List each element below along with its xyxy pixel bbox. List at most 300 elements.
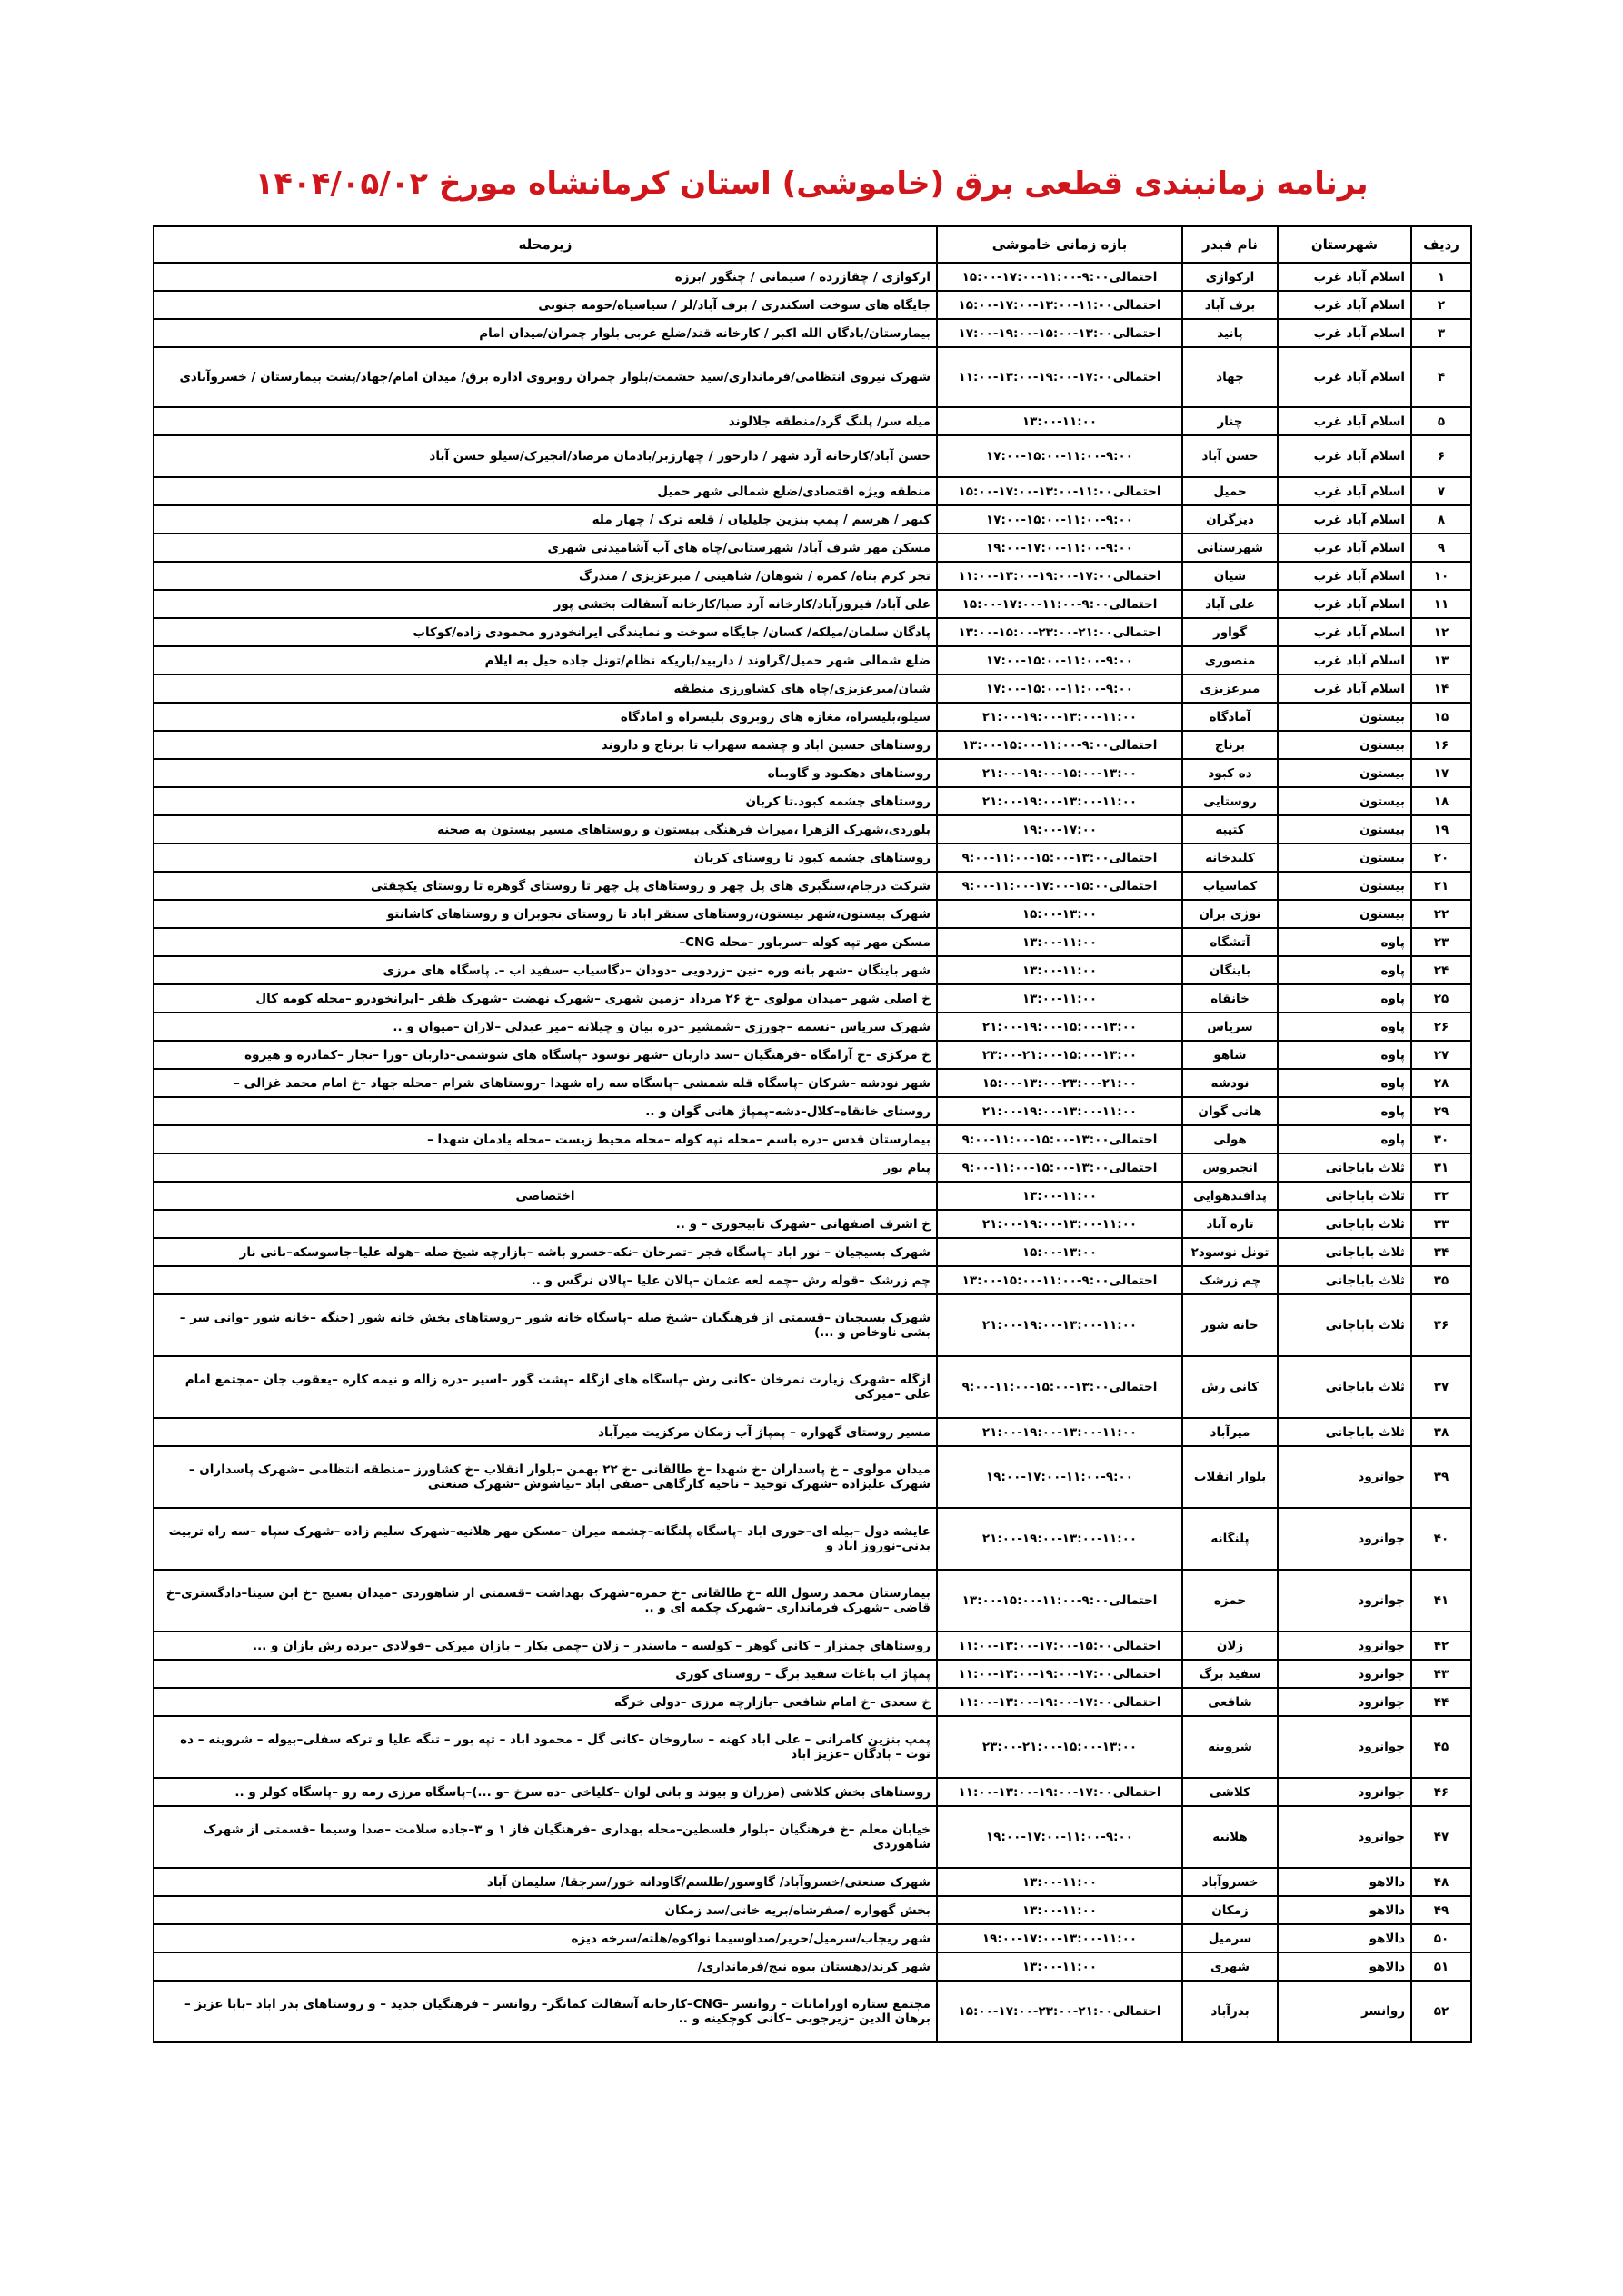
city-cell: جوانرود xyxy=(1278,1570,1411,1632)
row-number-cell: ۹ xyxy=(1411,534,1471,562)
table-row xyxy=(154,1924,1471,1952)
subarea-cell: بیمارستان قدس –دره باسم –محله تپه کوله –محله محیط زیست –محله یادمان شهدا – xyxy=(154,1125,937,1153)
subarea-cell: بخش گهواره /صفرشاه/بریه خانی/سد زمکان xyxy=(154,1896,937,1924)
row-number-cell: ۴۲ xyxy=(1411,1632,1471,1660)
outage-time-cell: احتمالی۱۳:۰۰-۱۵:۰۰-۱۱:۰۰-۹:۰۰ xyxy=(937,1356,1182,1418)
outage-time-cell: ۱۳:۰۰-۱۱:۰۰ xyxy=(937,1182,1182,1210)
table-row xyxy=(154,1013,1471,1041)
table-row xyxy=(154,291,1471,319)
outage-time-cell: احتمالی۹:۰۰-۱۱:۰۰-۱۷:۰۰-۱۵:۰۰ xyxy=(937,590,1182,618)
table-row xyxy=(154,1125,1471,1153)
feeder-cell: گواور xyxy=(1182,618,1278,646)
outage-time-cell: احتمالی۱۷:۰۰-۱۹:۰۰-۱۳:۰۰-۱۱:۰۰ xyxy=(937,562,1182,590)
city-cell: پاوه xyxy=(1278,1097,1411,1125)
subarea-cell: چم زرشک –قوله رش –چمه لعه عثمان –پالان علیا –پالان نرگس و .. xyxy=(154,1266,937,1294)
outage-time-cell: احتمالی۱۱:۰۰-۱۳:۰۰-۱۷:۰۰-۱۵:۰۰ xyxy=(937,477,1182,505)
city-cell: بیستون xyxy=(1278,900,1411,928)
row-number-cell: ۲۵ xyxy=(1411,984,1471,1013)
feeder-cell: آمادگاه xyxy=(1182,703,1278,731)
subarea-cell: بیمارستان/بادگان الله اکبر / کارخانه قند/ضلع غربی بلوار چمران/میدان امام xyxy=(154,319,937,347)
city-cell: پاوه xyxy=(1278,1041,1411,1069)
row-number-cell: ۱۸ xyxy=(1411,787,1471,815)
feeder-cell: سریاس xyxy=(1182,1013,1278,1041)
subarea-cell: عایشه دول –بیله ای–حوری اباد –پاسگاه پلنگانه–چشمه میران –مسکن مهر هلانیه–شهرک سلیم زاده –شهرک سپاه –سه راه تربیت بدنی–نوروز اباد و xyxy=(154,1508,937,1570)
feeder-cell: شهرستانی xyxy=(1182,534,1278,562)
table-row xyxy=(154,505,1471,534)
subarea-cell: ازگله –شهرک زیارت تمرخان –کانی رش –پاسگاه های ازگله –پشت گور –اسیر –دره زاله و نیمه کاره –یعقوب جان –مجتمع امام علی –میرکی xyxy=(154,1356,937,1418)
outage-time-cell: ۲۳:۰۰-۲۱:۰۰-۱۵:۰۰-۱۳:۰۰ xyxy=(937,1716,1182,1778)
city-cell: پاوه xyxy=(1278,928,1411,956)
feeder-cell: بلوار انقلاب xyxy=(1182,1446,1278,1508)
table-row xyxy=(154,731,1471,759)
table-row xyxy=(154,646,1471,674)
table-row xyxy=(154,1418,1471,1446)
feeder-cell: پدافندهوایی xyxy=(1182,1182,1278,1210)
outage-time-cell: احتمالی۱۷:۰۰-۱۹:۰۰-۱۳:۰۰-۱۱:۰۰ xyxy=(937,1688,1182,1716)
subarea-cell: روستاهای دهکبود و گاوبناه xyxy=(154,759,937,787)
outage-time-cell: ۱۹:۰۰-۱۷:۰۰-۱۱:۰۰-۹:۰۰ xyxy=(937,1806,1182,1868)
subarea-cell: روستاهای چشمه کبود تا روستای کربان xyxy=(154,844,937,872)
table-row xyxy=(154,1716,1471,1778)
outage-time-cell: احتمالی۹:۰۰-۱۱:۰۰-۱۵:۰۰-۱۳:۰۰ xyxy=(937,1266,1182,1294)
city-cell: پاوه xyxy=(1278,984,1411,1013)
table-row xyxy=(154,956,1471,984)
city-cell: پاوه xyxy=(1278,1125,1411,1153)
city-cell: اسلام آباد غرب xyxy=(1278,407,1411,435)
subarea-cell: پمپ بنزین کامرانی – علی اباد کهنه – ساروخان –کانی گل – محمود اباد – تپه بور – تنگه علیا و ترکه سفلی–بیوله – شروینه – ده توت – بادگان –عزیز اباد xyxy=(154,1716,937,1778)
subarea-cell: روستای خانقاه–کلال–دشه–پمپاژ هانی گوان و .. xyxy=(154,1097,937,1125)
row-number-cell: ۴۶ xyxy=(1411,1778,1471,1806)
outage-time-cell: احتمالی۱۷:۰۰-۱۹:۰۰-۱۳:۰۰-۱۱:۰۰ xyxy=(937,1660,1182,1688)
outage-time-cell: ۲۳:۰۰-۲۱:۰۰-۱۵:۰۰-۱۳:۰۰ xyxy=(937,1041,1182,1069)
page-title: برنامه زمانبندی قطعی برق (خاموشی) استان کرمانشاه مورخ ۱۴۰۴/۰۵/۰۲ xyxy=(254,165,1369,202)
subarea-cell: شیان/میرعزیزی/چاه های کشاورزی منطقه xyxy=(154,674,937,703)
city-cell: بیستون xyxy=(1278,844,1411,872)
outage-time-cell: ۱۳:۰۰-۱۱:۰۰ xyxy=(937,1868,1182,1896)
table-row xyxy=(154,1778,1471,1806)
city-cell: بیستون xyxy=(1278,731,1411,759)
subarea-cell: پادگان سلمان/میلکه/ کسان/ جایگاه سوخت و نمایندگی ایرانخودرو محمودی زاده/کوکاب xyxy=(154,618,937,646)
outage-time-cell: احتمالی۱۳:۰۰-۱۵:۰۰-۱۱:۰۰-۹:۰۰ xyxy=(937,844,1182,872)
row-number-cell: ۲۳ xyxy=(1411,928,1471,956)
feeder-cell: زلان xyxy=(1182,1632,1278,1660)
table-row xyxy=(154,1896,1471,1924)
city-cell: بیستون xyxy=(1278,787,1411,815)
subarea-cell: خ مرکزی –خ آرامگاه –فرهنگیان –سد داربان –شهر نوسود –پاسگاه های شوشمی–داربان –ورا –نجار –کمادره و هیروه xyxy=(154,1041,937,1069)
feeder-cell: پانید xyxy=(1182,319,1278,347)
feeder-cell: کانی رش xyxy=(1182,1356,1278,1418)
subarea-cell: مسکن مهر شرف آباد/ شهرستانی/چاه های آب آشامیدنی شهری xyxy=(154,534,937,562)
row-number-cell: ۱ xyxy=(1411,263,1471,291)
subarea-cell: خ اشرف اصفهانی –شهرک تابیجوزی – و .. xyxy=(154,1210,937,1238)
feeder-cell: دیزگران xyxy=(1182,505,1278,534)
outage-time-cell: احتمالی۱۱:۰۰-۱۳:۰۰-۱۷:۰۰-۱۵:۰۰ xyxy=(937,291,1182,319)
city-cell: اسلام آباد غرب xyxy=(1278,319,1411,347)
city-cell: جوانرود xyxy=(1278,1632,1411,1660)
subarea-cell: شهرک صنعتی/خسروآباد/ گاوسور/طلسم/گاودانه خور/سرجقا/ سلیمان آباد xyxy=(154,1868,937,1896)
table-row xyxy=(154,1069,1471,1097)
city-cell: جوانرود xyxy=(1278,1778,1411,1806)
outage-time-cell: ۱۷:۰۰-۱۵:۰۰-۱۱:۰۰-۹:۰۰ xyxy=(937,435,1182,477)
table-row xyxy=(154,1446,1471,1508)
outage-time-cell: ۲۱:۰۰-۱۹:۰۰-۱۳:۰۰-۱۱:۰۰ xyxy=(937,1210,1182,1238)
city-cell: پاوه xyxy=(1278,956,1411,984)
row-number-cell: ۱۵ xyxy=(1411,703,1471,731)
row-number-cell: ۴۴ xyxy=(1411,1688,1471,1716)
feeder-cell: نودشه xyxy=(1182,1069,1278,1097)
subarea-cell: مجتمع ستاره اورامانات – روانسر –CNG–کارخانه آسفالت کمانگر– روانسر – فرهنگیان جدید – و روستاهای بدر اباد –بابا عزیز – برهان الدین –زیرجوبی –کانی کوچکینه و .. xyxy=(154,1981,937,2042)
subarea-cell: بلوردی،شهرک الزهرا ،میراث فرهنگی بیستون و روستاهای مسیر بیستون به صحنه xyxy=(154,815,937,844)
table-row xyxy=(154,844,1471,872)
outage-time-cell: ۱۵:۰۰-۱۳:۰۰-۲۳:۰۰-۲۱:۰۰ xyxy=(937,1069,1182,1097)
city-cell: بیستون xyxy=(1278,759,1411,787)
city-cell: اسلام آباد غرب xyxy=(1278,291,1411,319)
table-row xyxy=(154,1210,1471,1238)
row-number-cell: ۳۹ xyxy=(1411,1446,1471,1508)
row-number-cell: ۱۷ xyxy=(1411,759,1471,787)
outage-time-cell: احتمالی۱۵:۰۰-۱۷:۰۰-۱۳:۰۰-۱۱:۰۰ xyxy=(937,1632,1182,1660)
outage-time-cell: ۱۵:۰۰-۱۳:۰۰ xyxy=(937,900,1182,928)
subarea-cell: میدان مولوی – خ پاسداران –خ شهدا –خ طالقانی –خ ۲۲ بهمن –بلوار انقلاب –خ کشاورز –منطقه انتظامی –شهرک پاسداران –شهرک علیزاده –شهرک توحید – ناحیه کارگاهی –صفی اباد –بیاشوش –شهرک صنعتی xyxy=(154,1446,937,1508)
row-number-cell: ۴۹ xyxy=(1411,1896,1471,1924)
table-row xyxy=(154,1356,1471,1418)
subarea-cell: پمپاژ اب باغات سفید برگ – روستای کوری xyxy=(154,1660,937,1688)
city-cell: جوانرود xyxy=(1278,1806,1411,1868)
subarea-cell: شرکت درجام،سنگبری های پل چهر و روستاهای پل چهر تا روستای گوهره تا روستای یکچقتی xyxy=(154,872,937,900)
feeder-cell: منصوری xyxy=(1182,646,1278,674)
city-cell: بیستون xyxy=(1278,872,1411,900)
subarea-cell: شهرک بسیجیان –قسمتی از فرهنگیان –شیخ صله –پاسگاه خانه شور –روستاهای بخش خانه شور (جنگه –خانه شور –وانی سر –بشی ناوخاص و ...) xyxy=(154,1294,937,1356)
row-number-cell: ۳۲ xyxy=(1411,1182,1471,1210)
feeder-cell: کلیدخانه xyxy=(1182,844,1278,872)
outage-time-cell: احتمالی۱۳:۰۰-۱۵:۰۰-۱۹:۰۰-۱۷:۰۰ xyxy=(937,319,1182,347)
feeder-cell: سرمیل xyxy=(1182,1924,1278,1952)
city-cell: ثلاث باباجانی xyxy=(1278,1266,1411,1294)
row-number-cell: ۴۳ xyxy=(1411,1660,1471,1688)
outage-time-cell: ۲۱:۰۰-۱۹:۰۰-۱۳:۰۰-۱۱:۰۰ xyxy=(937,1508,1182,1570)
table-row xyxy=(154,900,1471,928)
feeder-cell: شافعی xyxy=(1182,1688,1278,1716)
feeder-cell: چنار xyxy=(1182,407,1278,435)
row-number-cell: ۲۲ xyxy=(1411,900,1471,928)
outage-time-cell: ۲۱:۰۰-۱۹:۰۰-۱۵:۰۰-۱۳:۰۰ xyxy=(937,1013,1182,1041)
subarea-cell: شهرک نیروی انتظامی/فرمانداری/سید حشمت/بلوار چمران روبروی اداره برق/ میدان امام/جهاد/پشت بیمارستان / خسروآبادی xyxy=(154,347,937,407)
city-cell: دالاهو xyxy=(1278,1924,1411,1952)
subarea-cell: روستاهای بخش کلاشی (مزران و بیوند و بانی لوان –کلیاخی –ده سرخ –و ...)–پاسگاه مرزی رمه رو –پاسگاه کولر و .. xyxy=(154,1778,937,1806)
table-row xyxy=(154,435,1471,477)
table-row xyxy=(154,872,1471,900)
row-number-cell: ۵ xyxy=(1411,407,1471,435)
table-row xyxy=(154,1632,1471,1660)
subarea-cell: علی آباد/ فیروزآباد/کارخانه آرد صبا/کارخانه آسفالت بخشی پور xyxy=(154,590,937,618)
table-row xyxy=(154,1952,1471,1981)
city-cell: دالاهو xyxy=(1278,1952,1411,1981)
city-cell: اسلام آباد غرب xyxy=(1278,618,1411,646)
table-row xyxy=(154,1688,1471,1716)
row-number-cell: ۵۱ xyxy=(1411,1952,1471,1981)
feeder-cell: جهاد xyxy=(1182,347,1278,407)
row-number-cell: ۱۴ xyxy=(1411,674,1471,703)
table-row xyxy=(154,1182,1471,1210)
outage-time-cell: ۱۷:۰۰-۱۵:۰۰-۱۱:۰۰-۹:۰۰ xyxy=(937,505,1182,534)
table-row xyxy=(154,1266,1471,1294)
outage-time-cell: ۱۳:۰۰-۱۱:۰۰ xyxy=(937,956,1182,984)
outage-time-cell: ۱۷:۰۰-۱۵:۰۰-۱۱:۰۰-۹:۰۰ xyxy=(937,646,1182,674)
row-number-cell: ۱۶ xyxy=(1411,731,1471,759)
outage-time-cell: ۱۳:۰۰-۱۱:۰۰ xyxy=(937,407,1182,435)
header-city: شهرستان xyxy=(1278,226,1411,263)
table-row xyxy=(154,534,1471,562)
feeder-cell: خسروآباد xyxy=(1182,1868,1278,1896)
row-number-cell: ۳۵ xyxy=(1411,1266,1471,1294)
header-subarea: زیرمحله xyxy=(154,226,937,263)
feeder-cell: بدرآباد xyxy=(1182,1981,1278,2042)
feeder-cell: سفید برگ xyxy=(1182,1660,1278,1688)
outage-time-cell: ۱۹:۰۰-۱۷:۰۰-۱۱:۰۰-۹:۰۰ xyxy=(937,534,1182,562)
outage-time-cell: احتمالی۲۱:۰۰-۲۳:۰۰-۱۷:۰۰-۱۵:۰۰ xyxy=(937,1981,1182,2042)
city-cell: دالاهو xyxy=(1278,1896,1411,1924)
table-row xyxy=(154,787,1471,815)
row-number-cell: ۴۰ xyxy=(1411,1508,1471,1570)
row-number-cell: ۴۷ xyxy=(1411,1806,1471,1868)
city-cell: ثلاث باباجانی xyxy=(1278,1356,1411,1418)
row-number-cell: ۳۸ xyxy=(1411,1418,1471,1446)
row-number-cell: ۲۶ xyxy=(1411,1013,1471,1041)
table-row xyxy=(154,1153,1471,1182)
feeder-cell: برف آباد xyxy=(1182,291,1278,319)
header-outage-time: بازه زمانی خاموشی xyxy=(937,226,1182,263)
table-row xyxy=(154,703,1471,731)
table-row xyxy=(154,319,1471,347)
feeder-cell: خانه شور xyxy=(1182,1294,1278,1356)
subarea-cell: مسکن مهر تپه کوله –سرباور –محله CNG– xyxy=(154,928,937,956)
city-cell: بیستون xyxy=(1278,703,1411,731)
outage-schedule-table xyxy=(153,225,1472,2043)
feeder-cell: شروینه xyxy=(1182,1716,1278,1778)
feeder-cell: تونل نوسود۲ xyxy=(1182,1238,1278,1266)
subarea-cell: سیلو،بلیسراه، مغازه های روبروی بلیسراه و امادگاه xyxy=(154,703,937,731)
subarea-cell: مسیر روستای گهواره – پمپاژ آب زمکان مرکزیت میرآباد xyxy=(154,1418,937,1446)
table-body xyxy=(154,263,1471,2042)
subarea-cell: بیمارستان محمد رسول الله –خ طالقانی –خ حمزه–شهرک بهداشت –قسمتی از شاهوردی –میدان بسیج –خ ابن سینا–دادگستری–خ قاضی –شهرک فرمانداری –شهرک چکمه ای و .. xyxy=(154,1570,937,1632)
city-cell: روانسر xyxy=(1278,1981,1411,2042)
subarea-cell: ضلع شمالی شهر حمیل/گراوند / داربید/باریکه نظام/تونل جاده حیل به ایلام xyxy=(154,646,937,674)
city-cell: اسلام آباد غرب xyxy=(1278,674,1411,703)
feeder-cell: علی آباد xyxy=(1182,590,1278,618)
table-row xyxy=(154,618,1471,646)
outage-time-cell: ۲۱:۰۰-۱۹:۰۰-۱۳:۰۰-۱۱:۰۰ xyxy=(937,1418,1182,1446)
subarea-cell: اختصاصی xyxy=(154,1182,937,1210)
outage-time-cell: ۱۳:۰۰-۱۱:۰۰ xyxy=(937,984,1182,1013)
outage-time-cell: احتمالی۱۷:۰۰-۱۹:۰۰-۱۳:۰۰-۱۱:۰۰ xyxy=(937,347,1182,407)
subarea-cell: منطقه ویژه اقتصادی/ضلع شمالی شهر حمیل xyxy=(154,477,937,505)
table-row xyxy=(154,1868,1471,1896)
city-cell: اسلام آباد غرب xyxy=(1278,505,1411,534)
outage-time-cell: ۲۱:۰۰-۱۹:۰۰-۱۳:۰۰-۱۱:۰۰ xyxy=(937,787,1182,815)
feeder-cell: حسن آباد xyxy=(1182,435,1278,477)
feeder-cell: حمیل xyxy=(1182,477,1278,505)
table-row xyxy=(154,477,1471,505)
outage-time-cell: احتمالی۹:۰۰-۱۱:۰۰-۱۷:۰۰-۱۵:۰۰ xyxy=(937,263,1182,291)
row-number-cell: ۵۰ xyxy=(1411,1924,1471,1952)
feeder-cell: زمکان xyxy=(1182,1896,1278,1924)
subarea-cell: خ اصلی شهر –میدان مولوی –خ ۲۶ مرداد –زمین شهری –شهرک نهضت –شهرک ظفر –ایرانخودرو –محله کومه کال xyxy=(154,984,937,1013)
row-number-cell: ۴۸ xyxy=(1411,1868,1471,1896)
subarea-cell: ارکوازی / چقازرده / سیمانی / چنگور /برزه xyxy=(154,263,937,291)
row-number-cell: ۲۱ xyxy=(1411,872,1471,900)
outage-time-cell: ۱۹:۰۰-۱۷:۰۰ xyxy=(937,815,1182,844)
outage-time-cell: احتمالی۹:۰۰-۱۱:۰۰-۱۵:۰۰-۱۳:۰۰ xyxy=(937,731,1182,759)
table-row xyxy=(154,1570,1471,1632)
feeder-cell: میرعزیزی xyxy=(1182,674,1278,703)
table-row xyxy=(154,1041,1471,1069)
feeder-cell: باینگان xyxy=(1182,956,1278,984)
row-number-cell: ۲۹ xyxy=(1411,1097,1471,1125)
table-row xyxy=(154,1238,1471,1266)
outage-time-cell: ۲۱:۰۰-۱۹:۰۰-۱۳:۰۰-۱۱:۰۰ xyxy=(937,1097,1182,1125)
feeder-cell: ده کبود xyxy=(1182,759,1278,787)
table-row xyxy=(154,984,1471,1013)
city-cell: اسلام آباد غرب xyxy=(1278,347,1411,407)
row-number-cell: ۴ xyxy=(1411,347,1471,407)
feeder-cell: هلانیه xyxy=(1182,1806,1278,1868)
feeder-cell: شیان xyxy=(1182,562,1278,590)
table-row xyxy=(154,407,1471,435)
feeder-cell: شهری xyxy=(1182,1952,1278,1981)
subarea-cell: میله سر/ پلنگ گرد/منطقه جلالوند xyxy=(154,407,937,435)
table-row xyxy=(154,759,1471,787)
subarea-cell: روستاهای چشمه کبود.تا کربان xyxy=(154,787,937,815)
outage-time-cell: احتمالی۱۵:۰۰-۱۷:۰۰-۱۱:۰۰-۹:۰۰ xyxy=(937,872,1182,900)
header-feeder: نام فیدر xyxy=(1182,226,1278,263)
outage-time-cell: احتمالی۱۳:۰۰-۱۵:۰۰-۱۱:۰۰-۹:۰۰ xyxy=(937,1153,1182,1182)
city-cell: جوانرود xyxy=(1278,1660,1411,1688)
table-row xyxy=(154,347,1471,407)
outage-time-cell: احتمالی۲۱:۰۰-۲۳:۰۰-۱۵:۰۰-۱۳:۰۰ xyxy=(937,618,1182,646)
outage-time-cell: احتمالی۱۷:۰۰-۱۹:۰۰-۱۳:۰۰-۱۱:۰۰ xyxy=(937,1778,1182,1806)
city-cell: اسلام آباد غرب xyxy=(1278,590,1411,618)
city-cell: بیستون xyxy=(1278,815,1411,844)
row-number-cell: ۱۱ xyxy=(1411,590,1471,618)
row-number-cell: ۸ xyxy=(1411,505,1471,534)
subarea-cell: شهرک بیستون،شهر بیستون،روستاهای سنقر اباد تا روستای نجوبران و روستاهای کاشانتو xyxy=(154,900,937,928)
city-cell: ثلاث باباجانی xyxy=(1278,1238,1411,1266)
city-cell: اسلام آباد غرب xyxy=(1278,534,1411,562)
subarea-cell: خ سعدی –خ امام شافعی –بازارچه مرزی –دولی خرگه xyxy=(154,1688,937,1716)
row-number-cell: ۳ xyxy=(1411,319,1471,347)
feeder-cell: خانقاه xyxy=(1182,984,1278,1013)
outage-time-cell: ۲۱:۰۰-۱۹:۰۰-۱۳:۰۰-۱۱:۰۰ xyxy=(937,1294,1182,1356)
feeder-cell: برناج xyxy=(1182,731,1278,759)
city-cell: ثلاث باباجانی xyxy=(1278,1182,1411,1210)
outage-time-cell: ۲۱:۰۰-۱۹:۰۰-۱۳:۰۰-۱۱:۰۰ xyxy=(937,703,1182,731)
feeder-cell: چم زرشک xyxy=(1182,1266,1278,1294)
table-row xyxy=(154,815,1471,844)
outage-time-cell: ۱۷:۰۰-۱۵:۰۰-۱۱:۰۰-۹:۰۰ xyxy=(937,674,1182,703)
city-cell: ثلاث باباجانی xyxy=(1278,1418,1411,1446)
header-row-number: ردیف xyxy=(1411,226,1471,263)
subarea-cell: خیابان معلم –خ فرهنگیان –بلوار فلسطین–محله بهداری –فرهنگیان فاز ۱ و ۳–جاده سلامت –صدا وسیما –قسمتی از شهرک شاهوردی xyxy=(154,1806,937,1868)
outage-time-cell: احتمالی۹:۰۰-۱۱:۰۰-۱۵:۰۰-۱۳:۰۰ xyxy=(937,1570,1182,1632)
row-number-cell: ۱۹ xyxy=(1411,815,1471,844)
table-row xyxy=(154,263,1471,291)
table-row xyxy=(154,1097,1471,1125)
outage-time-cell: ۱۵:۰۰-۱۳:۰۰ xyxy=(937,1238,1182,1266)
row-number-cell: ۳۷ xyxy=(1411,1356,1471,1418)
city-cell: پاوه xyxy=(1278,1069,1411,1097)
subarea-cell: شهر باینگان –شهر بانه وره –نین –زردویی –دودان –دگاسیاب –سفید اب –. پاسگاه های مرزی xyxy=(154,956,937,984)
subarea-cell: شهرک بسیجیان – نور اباد –پاسگاه فجر –تمرخان –نکه–خسرو باشه –بازارچه شیخ صله –هوله علیا–جاسوسکه–بانی نار xyxy=(154,1238,937,1266)
row-number-cell: ۳۳ xyxy=(1411,1210,1471,1238)
table-row xyxy=(154,674,1471,703)
feeder-cell: ارکوازی xyxy=(1182,263,1278,291)
feeder-cell: حمزه xyxy=(1182,1570,1278,1632)
row-number-cell: ۳۱ xyxy=(1411,1153,1471,1182)
table-row xyxy=(154,1981,1471,2042)
city-cell: پاوه xyxy=(1278,1013,1411,1041)
subarea-cell: روستاهای حسین اباد و چشمه سهراب تا برناج و داروند xyxy=(154,731,937,759)
table-header-row xyxy=(154,226,1471,263)
table-row xyxy=(154,562,1471,590)
subarea-cell: تجر کرم بناه/ کمره / شوهان/ شاهینی / میرعزیزی / مندرگ xyxy=(154,562,937,590)
outage-time-cell: ۱۳:۰۰-۱۱:۰۰ xyxy=(937,1896,1182,1924)
city-cell: جوانرود xyxy=(1278,1716,1411,1778)
feeder-cell: شاهو xyxy=(1182,1041,1278,1069)
row-number-cell: ۶ xyxy=(1411,435,1471,477)
feeder-cell: هانی گوان xyxy=(1182,1097,1278,1125)
subarea-cell: شهر کرند/دهستان بیوه نیج/فرمانداری/ xyxy=(154,1952,937,1981)
city-cell: اسلام آباد غرب xyxy=(1278,562,1411,590)
row-number-cell: ۲۸ xyxy=(1411,1069,1471,1097)
city-cell: ثلاث باباجانی xyxy=(1278,1210,1411,1238)
subarea-cell: پیام نور xyxy=(154,1153,937,1182)
row-number-cell: ۷ xyxy=(1411,477,1471,505)
row-number-cell: ۵۲ xyxy=(1411,1981,1471,2042)
feeder-cell: کماسیاب xyxy=(1182,872,1278,900)
table-row xyxy=(154,1660,1471,1688)
table-row xyxy=(154,1508,1471,1570)
row-number-cell: ۱۰ xyxy=(1411,562,1471,590)
city-cell: جوانرود xyxy=(1278,1446,1411,1508)
feeder-cell: هولی xyxy=(1182,1125,1278,1153)
row-number-cell: ۲ xyxy=(1411,291,1471,319)
feeder-cell: پلنگانه xyxy=(1182,1508,1278,1570)
table-row xyxy=(154,1294,1471,1356)
subarea-cell: حسن آباد/کارخانه آرد شهر / دارخور / چهارزبر/بادمان مرصاد/انجیرک/سیلو حسن آباد xyxy=(154,435,937,477)
row-number-cell: ۱۳ xyxy=(1411,646,1471,674)
row-number-cell: ۳۰ xyxy=(1411,1125,1471,1153)
feeder-cell: کتیبه xyxy=(1182,815,1278,844)
feeder-cell: آتشگاه xyxy=(1182,928,1278,956)
subarea-cell: جایگاه های سوخت اسکندری / برف آباد/لر / سیاسیاه/حومه جنوبی xyxy=(154,291,937,319)
city-cell: اسلام آباد غرب xyxy=(1278,435,1411,477)
outage-time-cell: ۲۱:۰۰-۱۹:۰۰-۱۵:۰۰-۱۳:۰۰ xyxy=(937,759,1182,787)
outage-time-cell: ۱۳:۰۰-۱۱:۰۰ xyxy=(937,928,1182,956)
subarea-cell: روستاهای چمنزار – کانی گوهر – کولسه – ماسندر – زلان –چمی بکار – بازان میرکی –فولادی –برده رش بازان و ... xyxy=(154,1632,937,1660)
row-number-cell: ۳۴ xyxy=(1411,1238,1471,1266)
city-cell: اسلام آباد غرب xyxy=(1278,263,1411,291)
row-number-cell: ۱۲ xyxy=(1411,618,1471,646)
city-cell: اسلام آباد غرب xyxy=(1278,646,1411,674)
outage-time-cell: ۱۹:۰۰-۱۷:۰۰-۱۱:۰۰-۹:۰۰ xyxy=(937,1446,1182,1508)
subarea-cell: شهرک سریاس –نسمه –چورزی –شمشیر –دره بیان و چیلانه –میر عبدلی –لاران –میوان و .. xyxy=(154,1013,937,1041)
outage-time-cell: ۱۳:۰۰-۱۱:۰۰ xyxy=(937,1952,1182,1981)
subarea-cell: شهر ریجاب/سرمیل/حریر/صداوسیما نواکوه/هلته/سرخه دیزه xyxy=(154,1924,937,1952)
feeder-cell: میرآباد xyxy=(1182,1418,1278,1446)
feeder-cell: کلاشی xyxy=(1182,1778,1278,1806)
row-number-cell: ۲۴ xyxy=(1411,956,1471,984)
city-cell: ثلاث باباجانی xyxy=(1278,1294,1411,1356)
